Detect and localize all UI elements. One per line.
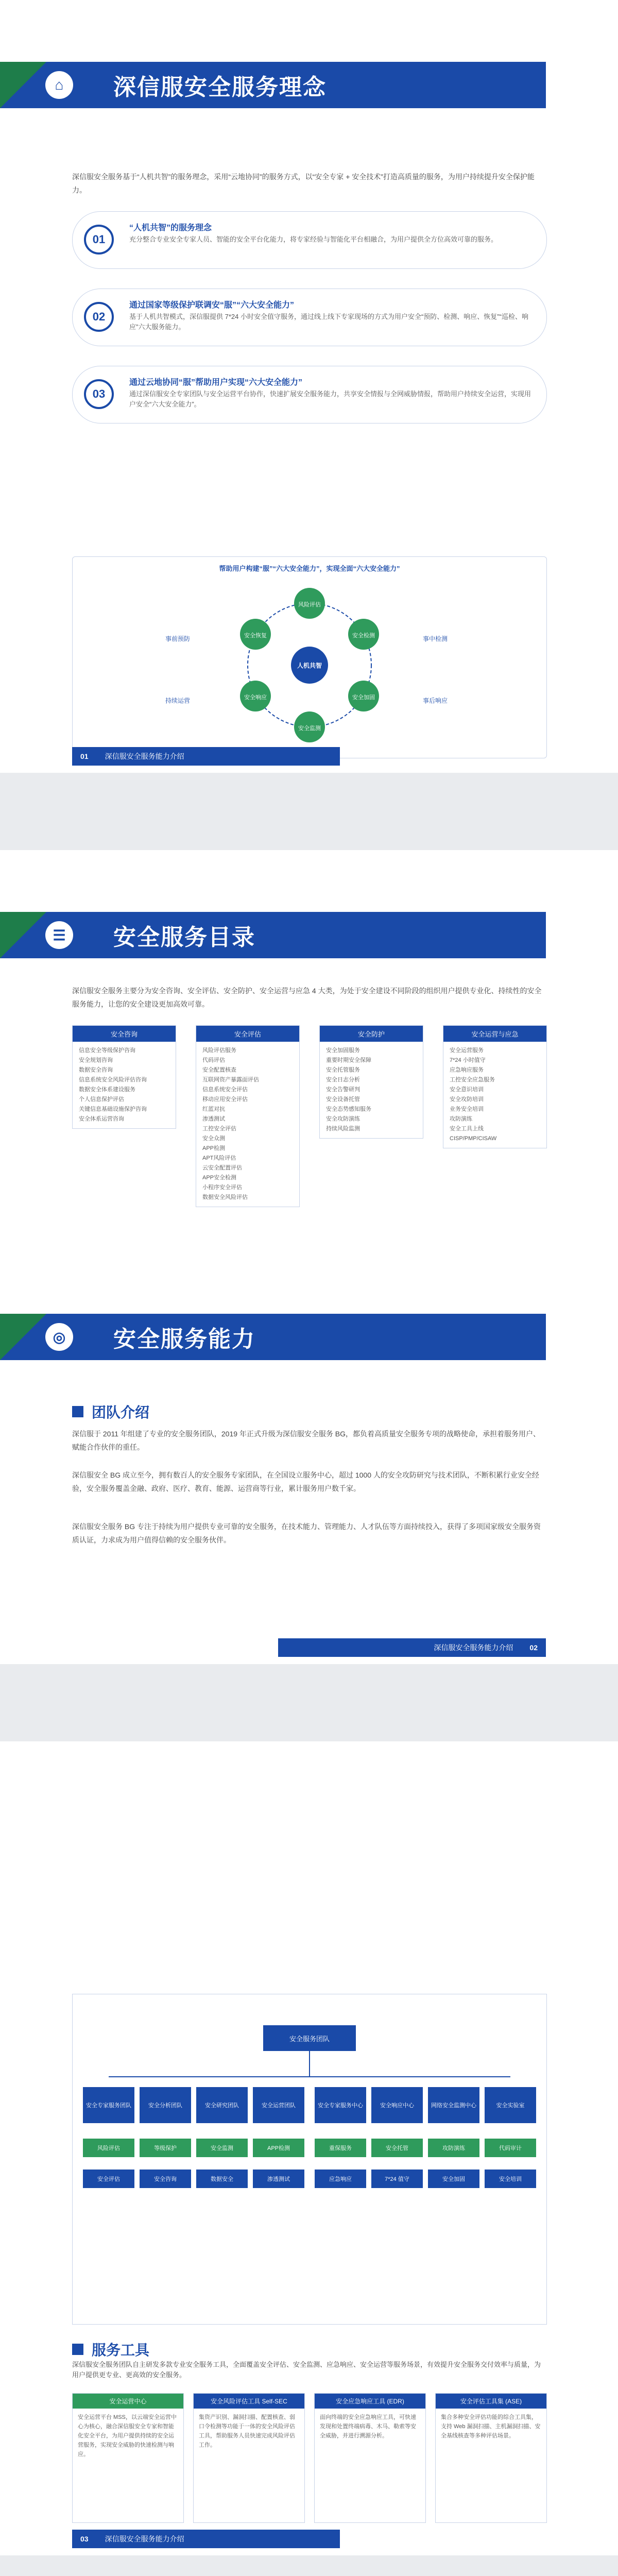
team-paragraph-3: 深信服安全服务 BG 专注于持续为用户提供专业可靠的安全服务，在技术能力、管理能力、人才队伍等方面持续投入，获得了多项国家级安全服务资质认证，力求成为用户值得信赖的安全服务伙伴。 <box>72 1522 541 1544</box>
org-sub: 安全培训 <box>485 2170 536 2188</box>
ring-node: 安全恢复 <box>244 633 267 639</box>
section-title: 安全服务目录 <box>113 925 255 950</box>
org-node: 安全专家服务团队 <box>83 2087 134 2123</box>
catalog-column-2: 安全评估 风险评估服务 代码评估 安全配置核查 互联网资产暴露面评估 信息系统安全评估 移动应用安全评估 红蓝对抗 渗透测试 工控安全评估 安全众测 APP检测 APT风险评估 云安全配置评估 APP安全检测 小程序安全评估 数据安全风险评估 <box>196 1025 300 1207</box>
org-node: 安全研究团队 <box>196 2087 248 2123</box>
concept-card-1: 01 “人机共智”的服务理念 充分整合专业安全专家人员、智能的安全平台化能力，将专家经验与智能化平台相融合，为用户提供全方位高效可靠的服务。 <box>72 211 547 269</box>
side-label: 事后响应 <box>423 697 448 704</box>
tools-heading: 服务工具 <box>72 2339 149 2360</box>
catalog-column-4: 安全运营与应急 安全运营服务 7*24 小时值守 应急响应服务 工控安全应急服务 安全意识培训 安全攻防培训 业务安全培训 攻防演练 安全工具上线 CISP/PMP/CISAW <box>443 1025 547 1148</box>
title-band-2 <box>0 1314 546 1360</box>
team-paragraph-2: 深信服安全 BG 成立至今，拥有数百人的安全服务专家团队，在全国设立服务中心，超过 1000 人的安全攻防研究与技术团队，不断积累行业安全经验，安全服务覆盖金融、政府、医疗、教育、能源、运营商等行业，累计服务用户数千家。 <box>72 1471 539 1493</box>
catalog-intro: 深信服安全服务主要分为安全咨询、安全评估、安全防护、安全运营与应急 4 大类，为处于安全建设不同阶段的组织用户提供专业化、持续性的安全服务能力，让您的安全建设更加高效可靠。 <box>72 987 542 1008</box>
catalog-column-3: 安全防护 安全加固服务 重要时期安全保障 安全托管服务 安全日志分析 安全告警研判 安全设备托管 安全态势感知服务 安全攻防演练 持续风险监测 <box>319 1025 423 1139</box>
shield-icon: ⌂ <box>45 71 73 99</box>
org-node: 安全分析团队 <box>140 2087 191 2123</box>
org-node: 安全运营团队 <box>253 2087 304 2123</box>
ring-node: 安全加固 <box>352 694 375 701</box>
org-sub: 风险评估 <box>83 2139 134 2157</box>
page-1 <box>0 0 618 773</box>
side-label: 持续运营 <box>165 697 191 704</box>
tool-card-3: 安全应急响应工具 (EDR) 面向终端的安全应急响应工具，可快速发现和处置终端病毒、木马、勒索等安全威胁，并进行溯源分析。 <box>314 2393 426 2523</box>
page-2 <box>0 850 618 1664</box>
org-sub: 安全评估 <box>83 2170 134 2188</box>
diagram-center: 人机共智 <box>297 662 322 669</box>
capability-diagram <box>72 556 547 758</box>
catalog-column-1: 安全咨询 信息安全等级保护咨询 安全规划咨询 数据安全咨询 信息系统安全风险评估咨询 数据安全体系建设服务 个人信息保护评估 关键信息基础设施保护咨询 安全体系运营咨询 <box>72 1025 176 1129</box>
footer: 03 深信服安全服务能力介绍 <box>72 2530 340 2548</box>
team-paragraph-1: 深信服于 2011 年组建了专业的安全服务团队，2019 年正式升级为深信服安全服务 BG，都负着高质量安全服务专项的战略使命，承担着服务用户、赋能合作伙伴的重任。 <box>72 1430 541 1451</box>
team-heading: 团队介绍 <box>72 1401 149 1422</box>
page-title: 深信服安全服务理念 <box>113 75 327 100</box>
concept-card-2: 02 通过国家等级保护联调安“服”“六大安全能力” 基于人机共智模式，深信服提供 7*24 小时安全值守服务，通过线上线下专家现场的方式为用户安全“预防、检测、响应、恢复”“巡检、响应”六大服务能力。 <box>72 289 547 346</box>
section-title: 安全服务能力 <box>113 1327 255 1352</box>
tool-card-4: 安全评估工具集 (ASE) 集合多种安全评估功能的综合工具集，支持 Web 漏洞扫描、主机漏洞扫描、安全基线核查等多种评估场景。 <box>435 2393 547 2523</box>
target-icon: ◎ <box>45 1323 73 1351</box>
org-sub: 攻防演练 <box>428 2139 479 2157</box>
title-band <box>0 62 546 108</box>
org-sub: 安全咨询 <box>140 2170 191 2188</box>
ring-node: 安全监测 <box>298 725 321 732</box>
tools-intro: 深信服安全服务团队自主研发多款专业安全服务工具，全面覆盖安全评估、安全监测、应急响应、安全运营等服务场景，有效提升安全服务交付效率与质量，为用户提供更专业、更高效的安全服务。 <box>72 2361 541 2379</box>
org-sub: 7*24 值守 <box>371 2170 423 2188</box>
org-sub: 应急响应 <box>315 2170 366 2188</box>
org-sub: 数据安全 <box>196 2170 248 2188</box>
footer: 01 深信服安全服务能力介绍 <box>72 747 340 766</box>
org-sub: 安全监测 <box>196 2139 248 2157</box>
org-node: 安全专家服务中心 <box>315 2087 366 2123</box>
org-node: 安全响应中心 <box>371 2087 423 2123</box>
concept-card-3: 03 通过云地协同“服”帮助用户实现“六大安全能力” 通过深信服安全专家团队与安全运营平台协作，快速扩展安全服务能力，共享安全情报与全网威胁情报，帮助用户持续安全运营，实现用户安全“六大安全能力”。 <box>72 366 547 423</box>
org-sub: 代码审计 <box>485 2139 536 2157</box>
org-node: 安全实验室 <box>485 2087 536 2123</box>
side-label: 事前预防 <box>165 635 191 642</box>
org-sub: 重保服务 <box>315 2139 366 2157</box>
org-sub: 安全托管 <box>371 2139 423 2157</box>
org-sub: 等级保护 <box>140 2139 191 2157</box>
list-icon: ☰ <box>45 921 73 949</box>
footer: 深信服安全服务能力介绍 02 <box>278 1638 546 1657</box>
org-root: 安全服务团队 <box>263 2025 356 2051</box>
ring-node: 安全响应 <box>244 694 267 701</box>
org-chart <box>72 1994 547 2325</box>
intro-text: 深信服安全服务基于“人机共智”的服务理念，采用“云地协同”的服务方式，以“安全专家 + 安全技术”打造高质量的服务，为用户持续提升安全保护能力。 <box>72 173 535 194</box>
org-sub: APP检测 <box>253 2139 304 2157</box>
side-label: 事中检测 <box>423 635 448 642</box>
ring-node: 安全检测 <box>352 633 375 639</box>
org-sub: 安全加固 <box>428 2170 479 2188</box>
ring-node: 风险评估 <box>298 602 321 608</box>
tool-card-2: 安全风险评估工具 Self-SEC 集资产识别、漏洞扫描、配置核查、弱口令检测等功能于一体的安全风险评估工具，帮助服务人员快速完成风险评估工作。 <box>193 2393 305 2523</box>
diagram-heading: 帮助用户构建“服”“六大安全能力”，实现全面“六大安全能力” <box>219 565 400 572</box>
tool-card-1: 安全运营中心 安全运营平台 MSS，以云端安全运营中心为核心，融合深信服安全专家和智能化安全平台，为用户提供持续的安全运营服务，实现安全威胁的快速检测与响应。 <box>72 2393 184 2523</box>
org-sub: 渗透测试 <box>253 2170 304 2188</box>
title-band <box>0 912 546 958</box>
page-3 <box>0 1741 618 2555</box>
org-node: 网络安全监测中心 <box>428 2087 479 2123</box>
